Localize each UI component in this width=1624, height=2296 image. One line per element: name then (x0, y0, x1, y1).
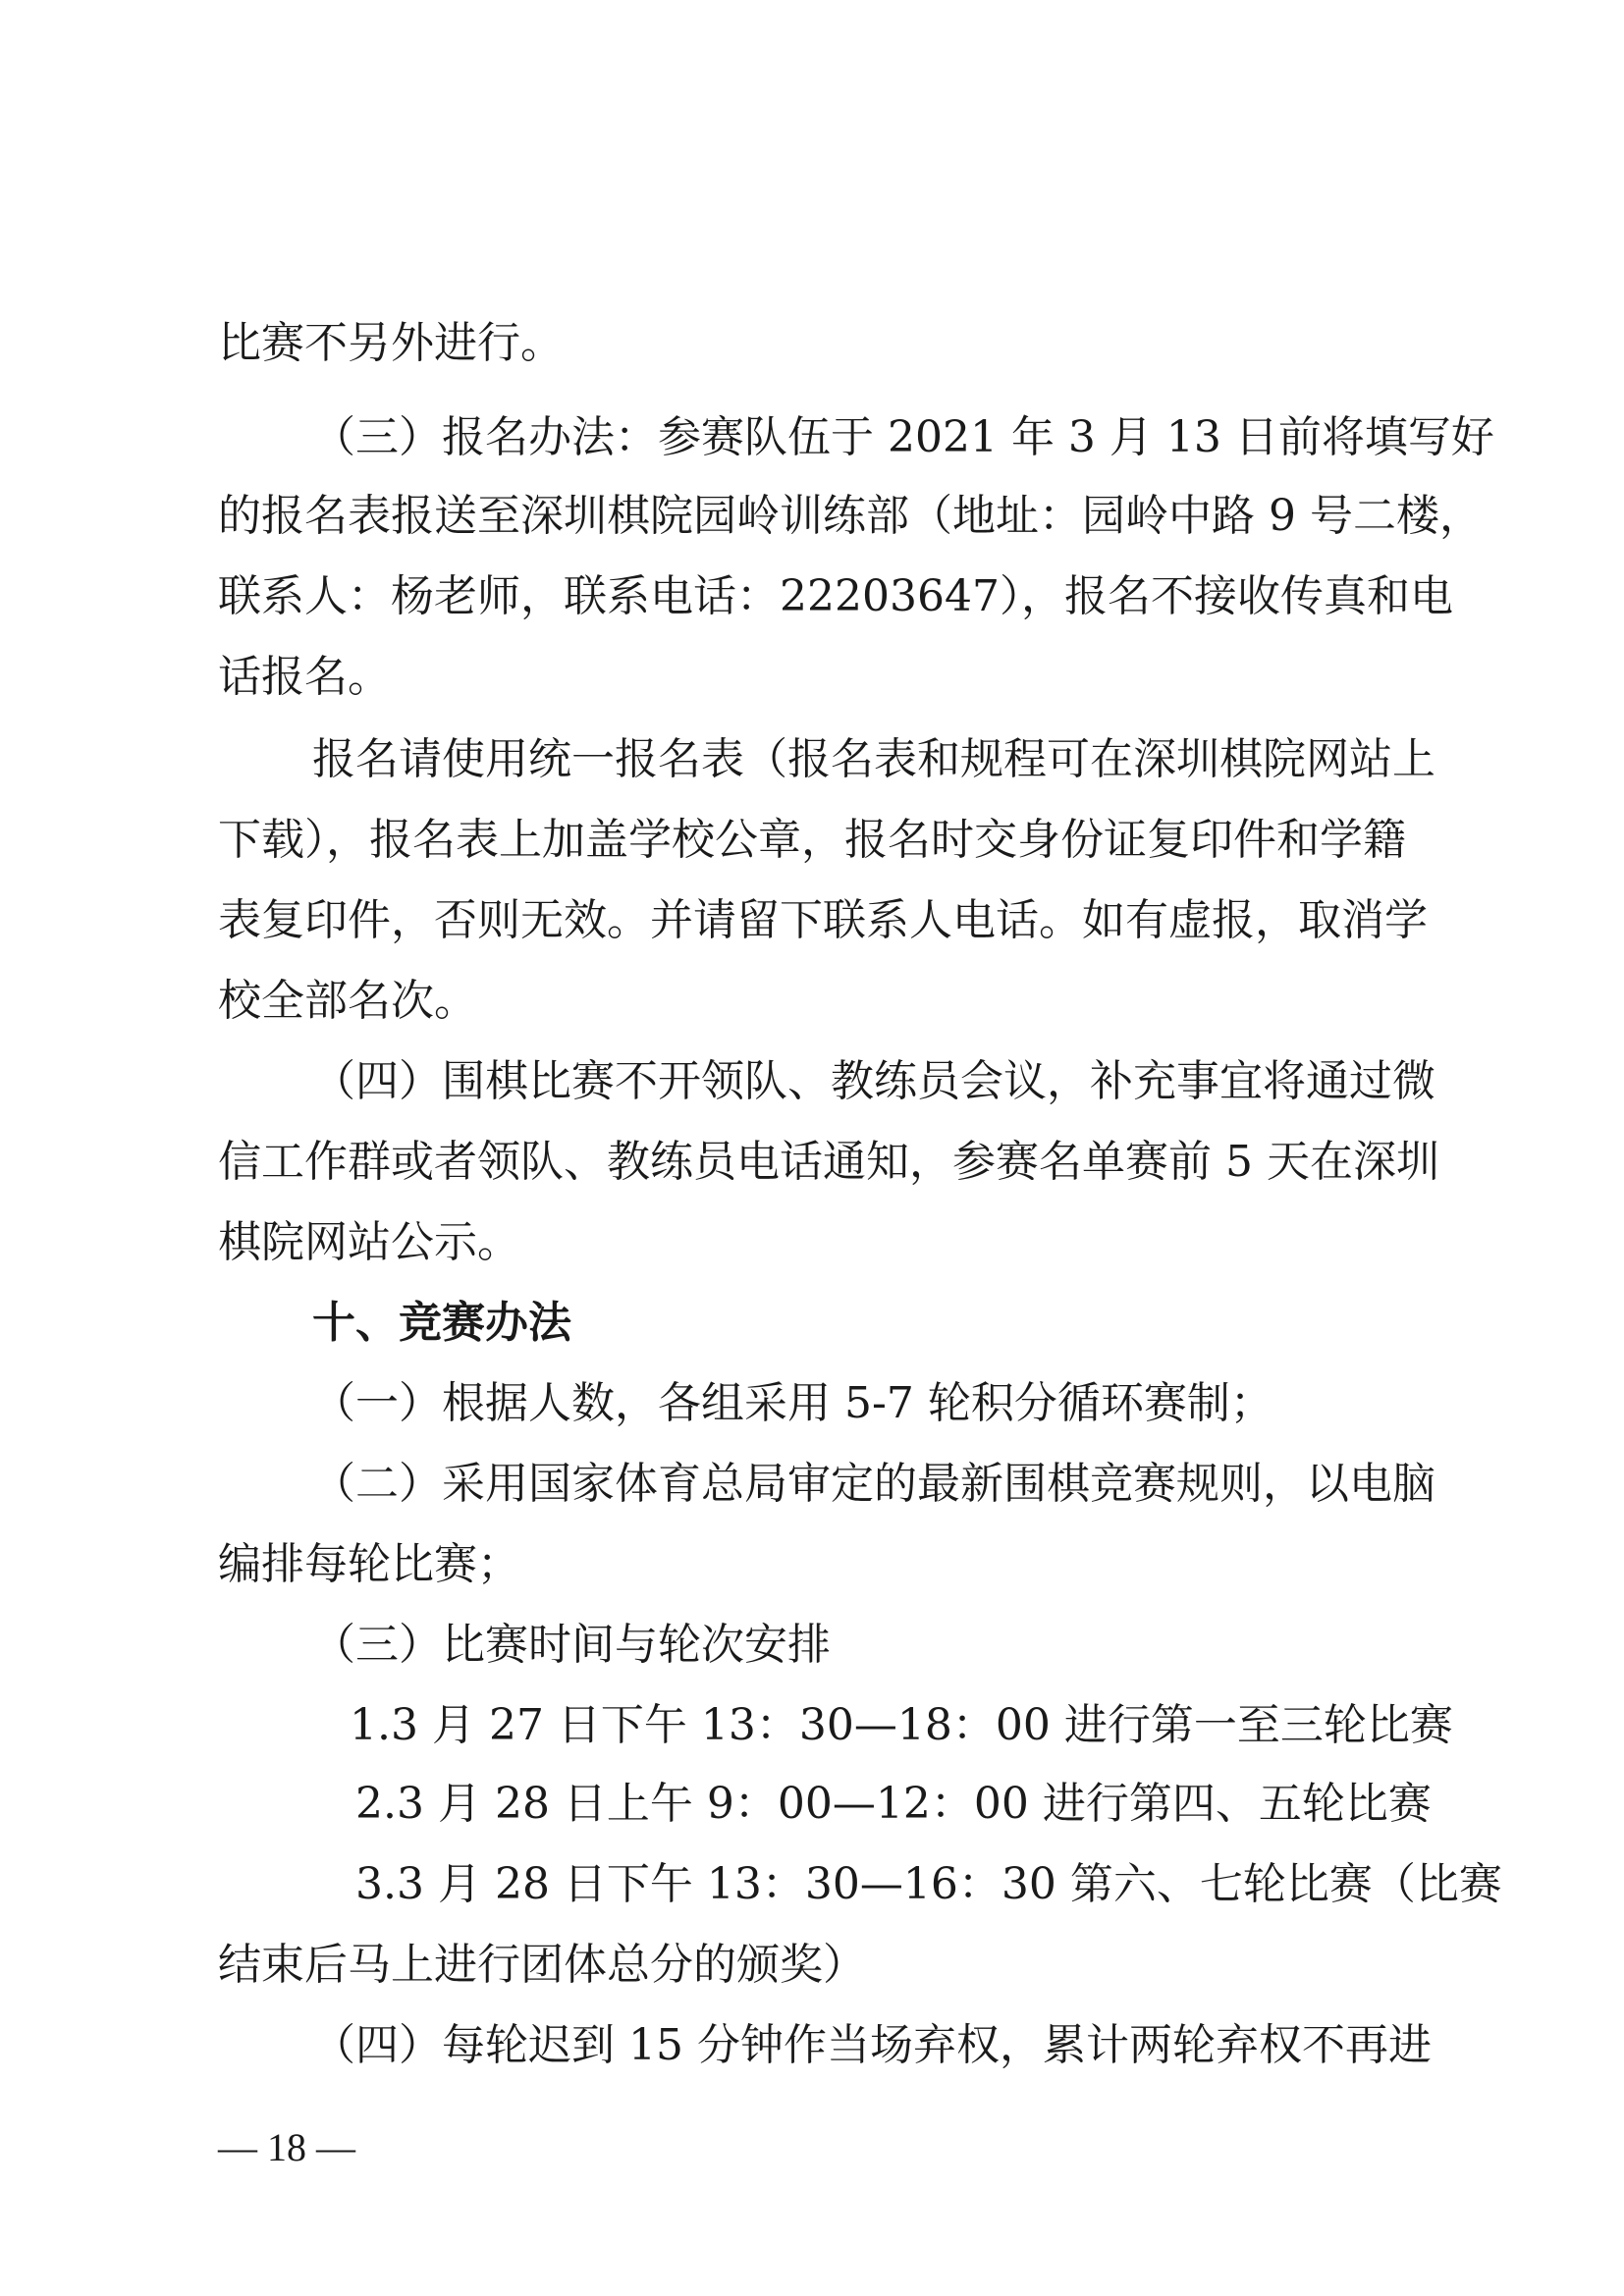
text-line: 比赛不另外进行。 (218, 318, 564, 368)
text-line: （三）报名办法：参赛队伍于 2021 年 3 月 13 日前将填写好 (312, 412, 1494, 462)
text-line: （四）围棋比赛不开领队、教练员会议，补充事宜将通过微 (312, 1056, 1435, 1106)
text-line: 3.3 月 28 日下午 13：30—16：30 第六、七轮比赛（比赛 (355, 1859, 1502, 1909)
text-line: 报名请使用统一报名表（报名表和规程可在深圳棋院网站上 (312, 734, 1435, 784)
text-line: 的报名表报送至深圳棋院园岭训练部（地址：园岭中路 9 号二楼， (218, 491, 1483, 541)
text-line: 棋院网站公示。 (218, 1217, 520, 1267)
text-line: 1.3 月 27 日下午 13：30—18：00 进行第一至三轮比赛 (350, 1700, 1453, 1750)
text-line: 联系人：杨老师，联系电话：22203647），报名不接收传真和电 (218, 571, 1453, 621)
text-line: 信工作群或者领队、教练员电话通知，参赛名单赛前 5 天在深圳 (218, 1137, 1439, 1187)
text-line: 2.3 月 28 日上午 9：00—12：00 进行第四、五轮比赛 (355, 1779, 1432, 1829)
text-line: （二）采用国家体育总局审定的最新围棋竞赛规则，以电脑 (312, 1459, 1435, 1509)
text-line: 编排每轮比赛； (218, 1539, 520, 1589)
section-heading: 十、竞赛办法 (312, 1298, 571, 1348)
text-line: 话报名。 (218, 652, 391, 702)
page-number: — 18 — (218, 2125, 355, 2169)
text-line: 下载），报名表上加盖学校公章，报名时交身份证复印件和学籍 (218, 815, 1406, 865)
text-line: 表复印件，否则无效。并请留下联系人电话。如有虚报，取消学 (218, 895, 1428, 945)
text-line: （三）比赛时间与轮次安排 (312, 1620, 831, 1670)
text-line: 校全部名次。 (218, 976, 477, 1026)
text-line: （四）每轮迟到 15 分钟作当场弃权，累计两轮弃权不再进 (312, 2020, 1432, 2070)
text-line: （一）根据人数，各组采用 5-7 轮积分循环赛制； (312, 1378, 1273, 1428)
text-line: 结束后马上进行团体总分的颁奖） (218, 1940, 866, 1990)
